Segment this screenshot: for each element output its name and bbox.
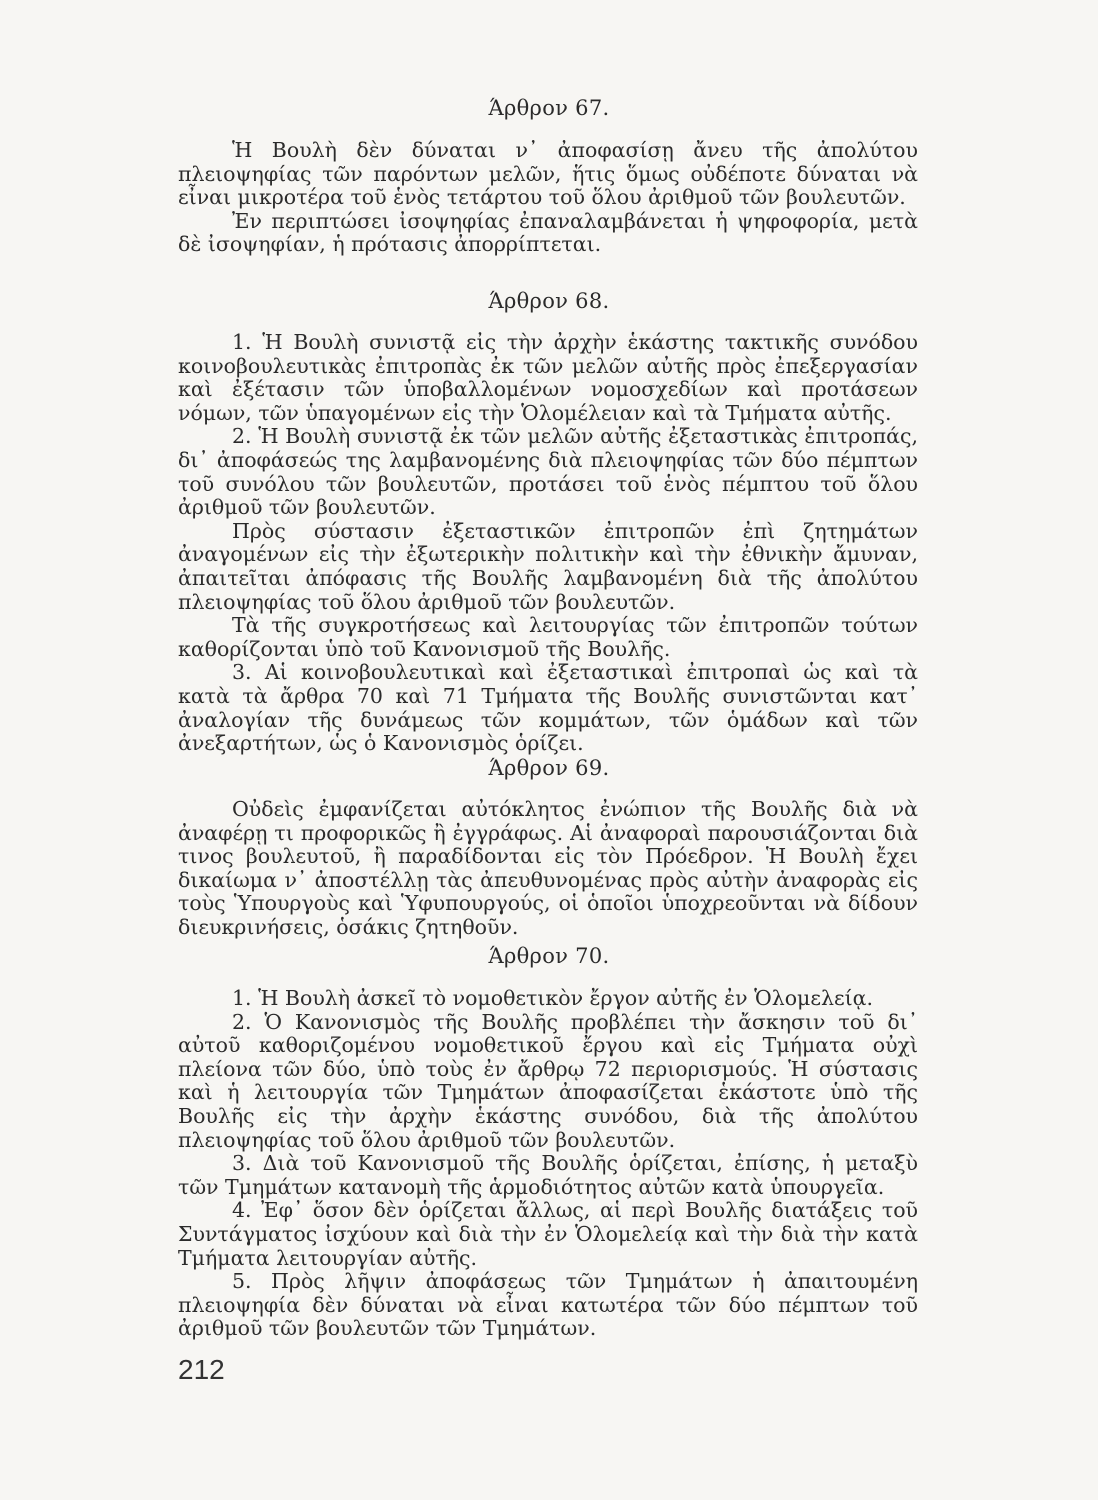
article-67-heading: Άρθρον 67. (488, 96, 610, 120)
article-68-paragraph-4: Τὰ τῆς συγκροτήσεως καὶ λειτουργίας τῶν ἐπιτροπῶν τούτων καθορίζονται ὑπὸ τοῦ Κανονισμοῦ τῆς Βουλῆς. (178, 613, 918, 661)
page-number: 212 (178, 1354, 225, 1385)
article-70-paragraph-5: 5. Πρὸς λῆψιν ἀποφάσεως τῶν Τμημάτων ἡ ἀπαιτουμένη πλειοψηφία δὲν δύναται νὰ εἶναι κατωτέρα τῶν δύο πέμπτων τοῦ ἀριθμοῦ τῶν βουλευτῶν τῶν Τμημάτων. (178, 1269, 918, 1341)
article-70-paragraph-1: 1. Ἡ Βουλὴ ἀσκεῖ τὸ νομοθετικὸν ἔργον αὐτῆς ἐν Ὁλομελείᾳ. (232, 986, 873, 1010)
article-68-paragraph-5: 3. Αἱ κοινοβουλευτικαὶ καὶ ἐξεταστικαὶ ἐπιτροπαὶ ὡς καὶ τὰ κατὰ τὰ ἄρθρα 70 καὶ 71 Τμήματα τῆς Βουλῆς συνιστῶνται κατ᾽ ἀναλογίαν τῆς δυνάμεως τῶν κομμάτων, τῶν ὁμάδων καὶ τῶν ἀνεξαρτήτων, ὡς ὁ Κανονισμὸς ὁρίζει. (178, 660, 918, 756)
article-70-paragraph-3: 3. Διὰ τοῦ Κανονισμοῦ τῆς Βουλῆς ὁρίζεται, ἐπίσης, ἡ μεταξὺ τῶν Τμημάτων κατανομὴ τῆς ἁρμοδιότητος αὐτῶν κατὰ ὑπουργεῖα. (178, 1151, 918, 1199)
article-69-heading: Άρθρον 69. (488, 756, 610, 780)
article-70-body (178, 987, 918, 1341)
article-67-paragraph-1: Ἡ Βουλὴ δὲν δύναται ν᾽ ἀποφασίσῃ ἄνευ τῆς ἀπολύτου πλειοψηφίας τῶν παρόντων μελῶν, ἥτις ὅμως οὐδέποτε δύναται νὰ εἶναι μικροτέρα τοῦ ἑνὸς τετάρτου τοῦ ὅλου ἀριθμοῦ τῶν βουλευτῶν. (178, 138, 918, 210)
article-67-body (178, 139, 918, 257)
article-68-paragraph-1: 1. Ἡ Βουλὴ συνιστᾷ εἰς τὴν ἀρχὴν ἑκάστης τακτικῆς συνόδου κοινοβουλευτικὰς ἐπιτροπὰς ἐκ τῶν μελῶν αὐτῆς πρὸς ἐπεξεργασίαν καὶ ἐξέτασιν τῶν ὑποβαλλομένων νομοσχεδίων καὶ προτάσεων νόμων, τῶν ὑπαγομένων εἰς τὴν Ὁλομέλειαν καὶ τὰ Τμήματα αὐτῆς. (178, 330, 918, 425)
article-69-paragraph-1: Οὐδεὶς ἐμφανίζεται αὐτόκλητος ἐνώπιον τῆς Βουλῆς διὰ νὰ ἀναφέρῃ τι προφορικῶς ἢ ἐγγράφως. Αἱ ἀναφοραὶ παρουσιάζονται διὰ τινος βουλευτοῦ, ἢ παραδίδονται εἰς τὸν Πρόεδρον. Ἡ Βουλὴ ἔχει δικαίωμα ν᾽ ἀποστέλλῃ τὰς ἀπευθυνομένας πρὸς αὐτὴν ἀναφορὰς εἰς τοὺς Ὑπουργοὺς καὶ Ὑφυπουργούς, οἱ ὁποῖοι ὑποχρεοῦνται νὰ δίδουν διευκρινήσεις, ὁσάκις ζητηθοῦν. (178, 797, 918, 939)
article-70-paragraph-2: 2. Ὁ Κανονισμὸς τῆς Βουλῆς προβλέπει τὴν ἄσκησιν τοῦ δι᾽ αὐτοῦ καθοριζομένου νομοθετικοῦ ἔργου καὶ εἰς Τμήματα οὐχὶ πλείονα τῶν δύο, ὑπὸ τοὺς ἐν ἄρθρῳ 72 περιορισμούς. Ἡ σύστασις καὶ ἡ λειτουργία τῶν Τμημάτων ἀποφασίζεται ἑκάστοτε ὑπὸ τῆς Βουλῆς εἰς τὴν ἀρχὴν ἑκάστης συνόδου, διὰ τῆς ἀπολύτου πλειοψηφίας τοῦ ὅλου ἀριθμοῦ τῶν βουλευτῶν. (178, 1009, 918, 1152)
article-68-paragraph-2: 2. Ἡ Βουλὴ συνιστᾷ ἐκ τῶν μελῶν αὐτῆς ἐξεταστικὰς ἐπιτροπάς, δι᾽ ἀποφάσεώς της λαμβανομένης διὰ πλειοψηφίας τῶν δύο πέμπτων τοῦ συνόλου τῶν βουλευτῶν, προτάσει τοῦ ἑνὸς πέμπτου τοῦ ὅλου ἀριθμοῦ τῶν βουλευτῶν. (178, 424, 918, 520)
article-69-body (178, 798, 918, 940)
article-68-paragraph-3: Πρὸς σύστασιν ἐξεταστικῶν ἐπιτροπῶν ἐπὶ ζητημάτων ἀναγομένων εἰς τὴν ἐξωτερικὴν πολιτικὴν καὶ τὴν ἐθνικὴν ἄμυναν, ἀπαιτεῖται ἀπόφασις τῆς Βουλῆς λαμβανομένη διὰ τῆς ἀπολύτου πλειοψηφίας τοῦ ὅλου ἀριθμοῦ τῶν βουλευτῶν. (178, 518, 918, 614)
article-68-heading: Άρθρον 68. (488, 289, 610, 313)
article-70-heading: Άρθρον 70. (488, 944, 610, 968)
article-67-paragraph-2: Ἐν περιπτώσει ἰσοψηφίας ἐπαναλαμβάνεται ἡ ψηφοφορία, μετὰ δὲ ἰσοψηφίαν, ἡ πρότασις ἀπορρίπτεται. (178, 208, 918, 257)
article-68-body (178, 331, 918, 756)
article-70-paragraph-4: 4. Ἐφ᾽ ὅσον δὲν ὁρίζεται ἄλλως, αἱ περὶ Βουλῆς διατάξεις τοῦ Συντάγματος ἰσχύουν καὶ διὰ τὴν ἐν Ὁλομελείᾳ καὶ τὴν διὰ τὴν κατὰ Τμήματα λειτουργίαν αὐτῆς. (178, 1198, 918, 1270)
